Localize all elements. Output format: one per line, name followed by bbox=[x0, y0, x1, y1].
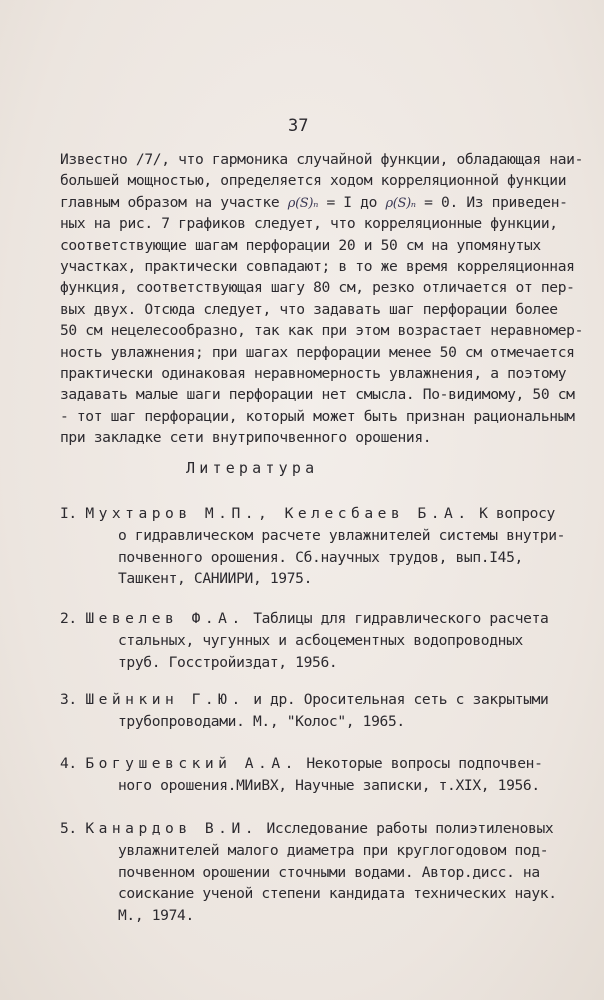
reference-text: о гидравлическом расчете увлажнителей системы внутри- bbox=[118, 526, 566, 544]
reference-text: труб. Госстройиздат, 1956. bbox=[118, 653, 338, 671]
text-line: 50 см нецелесообразно, так как при этом возрастает неравномер- bbox=[60, 322, 584, 340]
text-line: ных на рис. 7 графиков следует, что корреляционные функции, bbox=[60, 215, 558, 233]
reference-author: Канардов В.И. bbox=[85, 820, 259, 837]
reference-text: почвенного орошения. Сб.научных трудов, вып.I45, bbox=[118, 548, 523, 566]
reference-number: 3. bbox=[60, 691, 77, 708]
reference-text: М., 1974. bbox=[118, 907, 194, 925]
handwritten-formula: ρ(S)ₙ bbox=[385, 195, 416, 211]
reference-text: трубопроводами. М., "Колос", 1965. bbox=[118, 712, 405, 730]
text-line: задавать малые шаги перфорации нет смысла. По-видимому, 50 см bbox=[60, 386, 575, 404]
body-paragraph bbox=[60, 149, 584, 448]
text-line: при закладке сети внутрипочвенного орошения. bbox=[60, 429, 432, 447]
text-line: большей мощностью, определяется ходом корреляционной функции bbox=[60, 172, 567, 190]
reference-text: ного орошения.МИиВХ, Научные записки, т.XIX, 1956. bbox=[118, 776, 540, 794]
text-line: участках, практически совпадают; в то же время корреляционная bbox=[60, 257, 575, 275]
text-line: практически одинаковая неравномерность увлажнения, а поэтому bbox=[60, 364, 567, 382]
text-line: - тот шаг перфорации, который может быть признан рациональным bbox=[60, 407, 575, 425]
reference-item bbox=[60, 608, 548, 673]
reference-text: Таблицы для гидравлического расчета bbox=[253, 610, 549, 627]
reference-first-line bbox=[60, 503, 565, 525]
reference-text: почвенном орошении сточными водами. Автор.дисс. на bbox=[118, 863, 540, 881]
reference-first-line bbox=[60, 608, 548, 630]
reference-text: и др. Оросительная сеть с закрытыми bbox=[253, 691, 549, 708]
text-segment: = I до bbox=[326, 193, 378, 211]
text-line bbox=[60, 192, 568, 213]
reference-author: Богушевский А.А. bbox=[85, 755, 298, 772]
references-heading: Литература bbox=[186, 459, 319, 477]
reference-item bbox=[60, 818, 557, 927]
reference-first-line bbox=[60, 753, 543, 775]
reference-text: увлажнителей малого диаметра при круглогодовом под- bbox=[118, 841, 549, 859]
reference-text: соискание ученой степени кандидата технических наук. bbox=[118, 885, 557, 903]
reference-number: 5. bbox=[60, 820, 77, 837]
text-line: соответствующие шагам перфорации 20 и 50 см на упомянутых bbox=[60, 236, 541, 254]
text-segment: = 0. Из приведен- bbox=[424, 193, 568, 211]
reference-number: 4. bbox=[60, 755, 77, 772]
reference-author: Шейнкин Г.Ю. bbox=[85, 691, 245, 708]
reference-item bbox=[60, 689, 548, 733]
reference-item bbox=[60, 753, 543, 797]
text-line: вых двух. Отсюда следует, что задавать шаг перфорации более bbox=[60, 300, 558, 318]
handwritten-formula: ρ(S)ₙ bbox=[287, 195, 318, 211]
reference-item bbox=[60, 503, 565, 590]
reference-author: Шевелев Ф.А. bbox=[85, 610, 245, 627]
reference-number: 2. bbox=[60, 610, 77, 627]
reference-author: Мухтаров М.П., Келесбаев Б.А. bbox=[85, 505, 471, 522]
text-line: ность увлажнения; при шагах перфорации менее 50 см отмечается bbox=[60, 343, 575, 361]
reference-first-line bbox=[60, 689, 548, 711]
page-number: 37 bbox=[288, 116, 309, 136]
reference-text: стальных, чугунных и асбоцементных водопроводных bbox=[118, 631, 523, 649]
reference-first-line bbox=[60, 818, 557, 840]
text-line: Известно /7/, что гармоника случайной функции, обладающая наи- bbox=[60, 151, 584, 168]
reference-number: I. bbox=[60, 505, 77, 522]
reference-text: Ташкент, САНИИРИ, 1975. bbox=[118, 570, 313, 588]
reference-text: Некоторые вопросы подпочвен- bbox=[306, 755, 543, 772]
text-line: функция, соответствующая шагу 80 см, резко отличается от пер- bbox=[60, 279, 575, 297]
reference-text: Исследование работы полиэтиленовых bbox=[266, 820, 554, 837]
reference-text: К вопросу bbox=[479, 505, 555, 522]
text-segment: главным образом на участке bbox=[60, 193, 280, 211]
